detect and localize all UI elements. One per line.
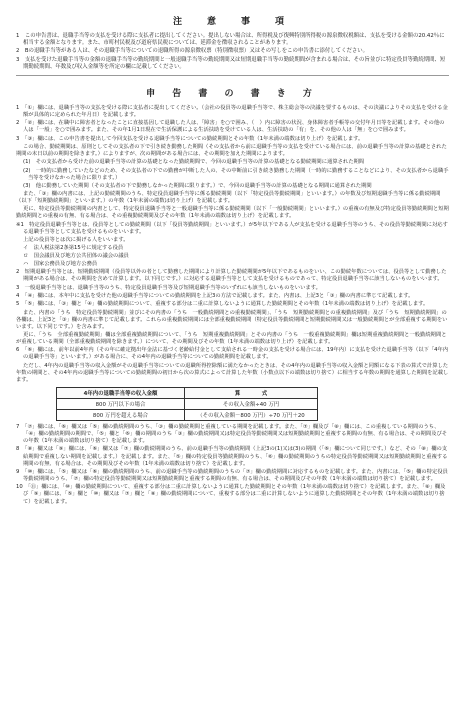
howto-item-4: 4 「④」欄には、本年中に支払を受けた他の退職手当等についての勤続期間を上記3の方法で記載します。また、内書は、上記3と「③」欄の内書に準じて記載します。 — [16, 292, 414, 299]
divider — [16, 75, 449, 76]
howto-paragraph: この場合、勤続期間は、原則としてその支払者の下で引き続き勤務した期間（その支払者から前に退職手当等の支払を受けている場合には、前の退職手当等の計算の基礎とされた期間の末日以前の期間を除きます。）によりますが、次の期間がある場合には、その期間を加えた期間によります。 — [16, 144, 447, 158]
calculation-table — [56, 387, 318, 421]
note-item: 1 この申告書は、退職手当等の支払を受ける際に支払者に提出してください。提出しない場合は、所得税及び復興特別所得税の源泉徴収税額は、支払を受ける金額の20.42％に相当する金額となります。また、市町村民税及び道府県民税については、延滞金を徴収されることがあります。 — [16, 33, 445, 47]
table-cell: その収入金額÷40 万円 — [185, 399, 318, 410]
howto-subitem: (1) その支払者から受けた前の退職手当等の計算の基礎となった勤続期間で、今回の退職手当等の計算の基礎となる勤続期間に通算された期間 — [23, 159, 365, 166]
howto-title: 申 告 書 の 書 き 方 — [146, 89, 319, 100]
howto-note-2: 2 短期退職手当等とは、短期勤続期間（役員等以外の者として勤務した期間により計算した勤続期間が5年以下であるものをいい、この勤続年数については、役員等として勤務した期間がある場合は、その期間を含めて計算します。以下同じです。）に対応する退職手当等として支払を受けるものであって、特定役員退職手当等に該当しないものをいいます。 — [16, 269, 447, 283]
howto-subitem: イ 法人税法第2条第15号に規定する役員 — [23, 245, 124, 252]
table-cell: 800 万円を超える場合 — [57, 410, 185, 421]
howto-paragraph: 更に、「うち 全部重複勤続期間」欄は全部重複勤続期間について、「うち 短期重複勤続期間」とその内書の「うち 一般重複勤続期間」欄は短期重複勤続期間と一般勤続期間とが重複している期間（全部重複勤続期間を除きます。）について、その期間及びその年数（1年未満の端数は切り上げ）を記載します。 — [16, 331, 447, 346]
table-header-right: 算 式 — [185, 388, 318, 399]
howto-paragraph: また、「③」欄の内書には、上記の勤続期間のうち、特定役員退職手当等に係る勤続期間（以下「特定役員等勤続期間」といいます。）の年数及び短期退職手当等に係る勤続期間（以下「短期勤続期間」といいます。）の年数（1年未満の端数は切り上げ）を記載します。 — [16, 190, 441, 204]
howto-section — [16, 105, 449, 384]
note-item: 3 支払を受けた退職手当等の金額の退職手当等の勤続期間と一般退職手当等の勤続期間又は短期退職手当等の勤続期間が含まれる場合は、その旨並びに特定役員等勤続期間、短期勤続期間、年数及び収入金額等を所定の欄に記載してください。 — [16, 56, 446, 70]
howto-item-2: 2 「②」欄には、在職中に障害者となったことに直接基因して退職した人は、「障害」を○で囲み、（ ）内に障害の状況、身体障害者手帳等の交付年月日等を記載します。その他の人は「一般」を○で囲みます。また、その年1月1日現在で生活保護による生活扶助を受けている人は、生活扶助の「有」を、その他の人は「無」を○で囲みます。 — [16, 120, 445, 134]
table-header-left: 4年内の退職手当等の収入金額 — [57, 388, 185, 399]
howto-item-3: 3 「③」欄には、この申告書を提出して今回支払を受ける退職手当等についての勤続期間とその年数（1年未満の端数は切り上げ）を記載します。 — [16, 135, 364, 142]
table-cell: （その収入金額－800 万円）÷70 万円＋20 — [185, 410, 318, 421]
note-item: 2 Bの退職手当等がある人は、その退職手当等についての退職所得の源泉徴収票（特別徴収票）又はその写しをこの申告書に添付してください。 — [16, 48, 369, 55]
howto-note-3: 3 一般退職手当等とは、退職手当等のうち、特定役員退職手当等及び短期退職手当等のいずれにも該当しないものをいいます。 — [16, 284, 321, 291]
howto-paragraph: 更に、特定役員等勤続期間の内書として、特定役員退職手当等と一般退職手当等に係る勤続期間（以下「一般勤続期間」といいます。）の重複の有無及び特定役員等勤続期間と短期勤続期間との重複の有無、有る場合は、その重複勤続期間及びその年数（1年未満の端数は切り上げ）を記載します。 — [16, 206, 449, 220]
howto-subitem: 上記の役員等とは次に掲げる人をいいます。 — [23, 236, 129, 243]
howto-item-8: 8 「⑧」欄又は「⑨」欄には、「⑥」欄又は「⑦」欄の勤続期間のうち、前の退職手当等の勤続期間（上記3の(1)又は(3)の期間（「⑥」欄について同じです。）など、その「⑧」欄の支給期間で重複しない期間を記載します。）を記載します。また、「⑤」欄の特定役員等勤続期間のうち、「⑥」欄の勤続期間のうちの特定役員等勤続期間又は短期勤続期間と重複する期間の有無、有る場合は、その期間及びその年数（1年未満の端数は切り捨て）を記載します。 — [16, 446, 448, 467]
howto-section-2 — [16, 424, 449, 506]
howto-subitem: (2) 一時的に勤務していたなどのため、その支払者の下での勤務が中断した人の、その中断前に引き続き勤務した期間（一時的に勤務することなどにより、その支払者から退職手当等を受けなかった場合に限ります。） — [23, 167, 449, 181]
notes-section — [16, 33, 449, 71]
notes-title: 注 意 事 項 — [172, 17, 292, 27]
howto-paragraph: ただし、4年内の退職手当等の収入金額がその退職手当等についての退職所得控除額に満たなかったときは、その4年内の退職手当等の収入金額と同額になる下表の算式で計算した年数の期間と、その4年内の退職手当等についての勤続期間の初日から次の算式によって計算した年数（小数点以下の端数は切り捨て）に相当する年数の期間を通算した期間を記載します。 — [16, 362, 449, 383]
table-header-row — [57, 388, 318, 399]
howto-subitem: (3) 他に勤務していた期間（その支払者の下で勤務しなかった期間に限ります。）で、今回の退職手当等の計算の基礎となる期間に通算された期間 — [23, 182, 372, 189]
table-cell: 800 万円以下の場合 — [57, 399, 185, 410]
howto-item-7: 7 「⑦」欄には、「⑥」欄又は「⑤」欄の勤続期間のうち、「③」欄の勤続期間と重複している期間を記載します。また、「⑦」欄及び「⑧」欄には、この重複している期間のうち、「④」欄の勤続期間の期間で、「⑤」欄と「⑥」欄の期間のうち「③」欄の勤続期間又は特定役員等勤続期間又は短期勤続期間と重複する期間の有無、有る場合は、その期間及びその年数（1年未満の端数は切り捨て）を記載します。 — [16, 424, 448, 445]
table-row — [57, 410, 318, 421]
howto-item-10: 10 「⑪」欄には、「⑩」欄の勤続期間について、重複する部分は二重に計算しないように通算した勤続期間とその年数（1年未満の端数は切り捨て）を記載します。また、「⑧」欄及び「⑨」欄には、「⑤」欄と「⑩」欄又は「⑦」欄と「⑧」欄の勤続期間について、重複する部分は二重に計算しないように通算した勤続期間とその年数（1年未満の端数は切り捨て）を記載します。 — [16, 484, 446, 505]
howto-subitem: ロ 国会議員及び地方公共団体の議会の議員 — [23, 253, 129, 260]
howto-paragraph: また、内書の「うち 特定役員等勤続期間」並びにその内書の「うち 一般勤続期間との重複勤続期間」、「うち 短期勤続期間との重複勤続期間」及び「うち 短期勤続期間」の各欄は、上記3と「③」欄の内書に準じて記載します。これらの重複勤続期間には全部重複勤続期間（特定役員等勤続期間と短期勤続期間又は一般勤続期間とが全部重複する期間をいいます。以下同じです。）を含みます。 — [16, 309, 448, 330]
howto-subitem: ハ 国家公務員及び地方公務員 — [23, 261, 98, 268]
table-row — [57, 399, 318, 410]
howto-item-5: 5 「⑤」欄には、「③」欄と「④」欄の勤続期間について、重複する部分は二重に計算しないように通算した勤続期間とその年数（1年未満の端数は切り上げ）を記載します。 — [16, 301, 429, 308]
howto-item-9: 9 「⑩」欄には、「⑤」欄又は「⑥」欄の勤続期間のうち、前の退職手当等の勤続期間のうちの「⑦」欄の勤続期間に対応するものを記載します。また、内書には、「⑤」欄の特定役員等勤続期間のうち、「⑦」欄の特定役員等勤続期間又は短期勤続期間と重複する期間の有無、有る場合は、その期間及びその年数（1年未満の端数は切り捨て）を記載します。 — [16, 468, 448, 483]
howto-item-6: 6 「⑥」欄には、前年以前4年内（その年に確定拠出年金法に基づく老齢給付金として支給される一時金の支払を受ける場合には、19年内）に支払を受けた退職手当等（以下「4年内の退職手当等」といいます。）がある場合に、その4年内の退職手当等についての勤続期間を記載します。 — [16, 347, 449, 361]
howto-item-1: 1 「①」欄には、退職手当等の支払を受ける際に支払者に提出してください。（会社の役員等の退職手当等で、株主総会等の決議を要するものは、その決議によりその支払を受ける金額が具体的に定められた年月日）を記載します。 — [16, 105, 448, 119]
howto-note-1: ※1 特定役員退職手当等とは、役員等としての勤続期間（以下「役員等勤続期間」といいます。）が5年以下である人が支払を受ける退職手当等のうち、その役員等勤続期間に対応する退職手当等として支払を受けるものをいいます。 — [16, 221, 448, 235]
